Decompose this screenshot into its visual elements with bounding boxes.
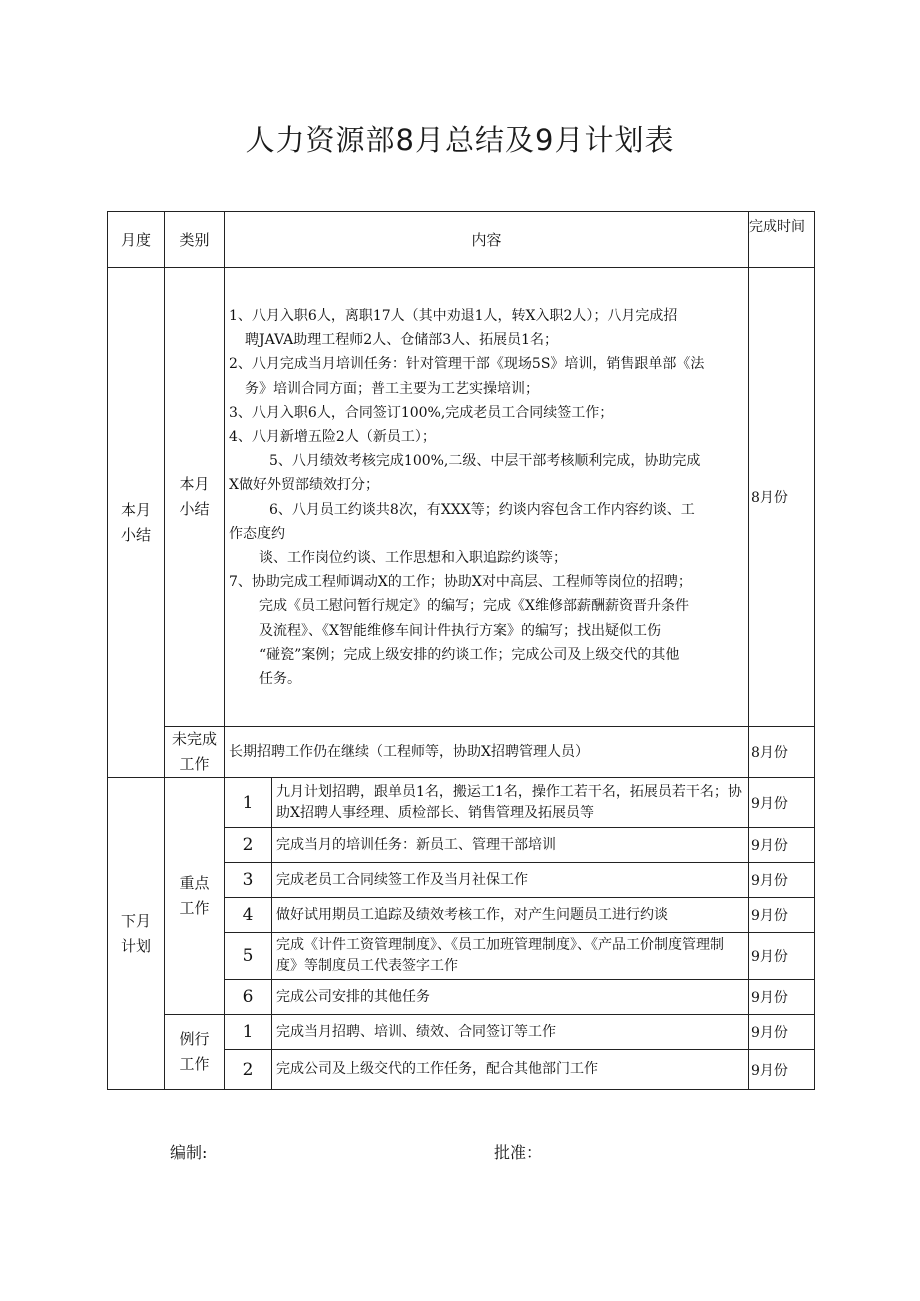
item-time: 9月份	[749, 828, 815, 863]
item-number: 6	[225, 980, 272, 1015]
routine-row	[108, 1015, 815, 1050]
category-label-line: 重点	[179, 874, 210, 892]
item-number: 2	[225, 828, 272, 863]
summary-line: X做好外贸部绩效打分；	[229, 477, 379, 494]
summary-line: 7、协助完成工程师调动X的工作；协助X对中高层、工程师等岗位的招聘；	[229, 574, 692, 591]
period-label-line: 下月	[120, 911, 151, 930]
category-routine-work	[165, 1015, 225, 1090]
category-label-line: 小结	[179, 500, 210, 518]
summary-time: 8月份	[749, 268, 815, 727]
period-next-month	[108, 778, 165, 1090]
category-label-line: 本月	[179, 475, 210, 493]
item-text: 完成公司及上级交代的工作任务，配合其他部门工作	[272, 1050, 749, 1090]
header-time: 完成时间	[749, 212, 815, 268]
item-text: 完成老员工合同续签工作及当月社保工作	[272, 863, 749, 898]
period-label-line: 计划	[120, 936, 151, 955]
summary-line: 完成《员工慰问暂行规定》的编写；完成《X维修部薪酬薪资晋升条件	[259, 598, 689, 615]
item-text: 完成当月招聘、培训、绩效、合同签订等工作	[272, 1015, 749, 1050]
category-unfinished	[165, 727, 225, 778]
item-time: 9月份	[749, 778, 815, 828]
item-number: 3	[225, 863, 272, 898]
item-number: 5	[225, 933, 272, 980]
item-text: 做好试用期员工追踪及绩效考核工作，对产生问题员工进行约谈	[272, 898, 749, 933]
summary-line: 谈、工作岗位约谈、工作思想和入职追踪约谈等；	[259, 550, 567, 567]
category-label-line: 工作	[179, 755, 210, 773]
summary-line: 作态度约	[229, 525, 285, 542]
page-title: 人力资源部8月总结及9月计划表	[245, 123, 675, 157]
item-time: 9月份	[749, 933, 815, 980]
item-time: 9月份	[749, 898, 815, 933]
item-number: 4	[225, 898, 272, 933]
header-row	[108, 212, 815, 268]
summary-line: 2、八月完成当月培训任务：针对管理干部《现场5S》培训，销售跟单部《法	[229, 356, 705, 373]
approved-by-label: 批准：	[494, 1143, 543, 1162]
summary-line: “碰瓷”案例；完成上级安排的约谈工作；完成公司及上级交代的其他	[259, 646, 680, 663]
item-time: 9月份	[749, 980, 815, 1015]
summary-content	[225, 268, 749, 727]
period-label-line: 本月	[120, 500, 151, 519]
unfinished-content: 长期招聘工作仍在继续（工程师等，协助X招聘管理人员）	[225, 727, 749, 778]
item-time: 9月份	[749, 1050, 815, 1090]
summary-line: 1、八月入职6人，离职17人（其中劝退1人，转X入职2人）；八月完成招	[229, 308, 678, 324]
period-this-month	[108, 268, 165, 778]
summary-line: 务》培训合同方面；普工主要为工艺实操培训；	[245, 380, 539, 397]
category-key-work	[165, 778, 225, 1015]
prepared-by-label: 编制:	[170, 1143, 208, 1162]
summary-line: 6、八月员工约谈共8次，有XXX等；约谈内容包含工作内容约谈、工	[269, 501, 695, 518]
item-number: 2	[225, 1050, 272, 1090]
plan-row	[108, 778, 815, 828]
item-number: 1	[225, 778, 272, 828]
header-content: 内容	[225, 212, 749, 268]
summary-line: 任务。	[259, 671, 301, 688]
summary-row	[108, 268, 815, 727]
summary-line: 聘JAVA助理工程师2人、仓储部3人、拓展员1名；	[245, 332, 559, 349]
category-label-line: 工作	[179, 1055, 210, 1073]
header-category: 类别	[165, 212, 225, 268]
item-time: 9月份	[749, 863, 815, 898]
unfinished-row	[108, 727, 815, 778]
item-text: 九月计划招聘，跟单员1名，搬运工1名，操作工若干名，拓展员若干名；协助X招聘人事经理、质检部长、销售管理及拓展员等	[272, 778, 749, 828]
category-label-line: 未完成	[171, 730, 217, 748]
summary-line: 3、八月入职6人，合同签订100%,完成老员工合同续签工作；	[229, 404, 614, 421]
summary-line: 及流程》、《X智能维修车间计件执行方案》的编写；找出疑似工伤	[259, 622, 661, 639]
item-time: 9月份	[749, 1015, 815, 1050]
header-month: 月度	[108, 212, 165, 268]
item-text: 完成《计件工资管理制度》、《员工加班管理制度》、《产品工价制度管理制度》等制度员工代表签字工作	[272, 933, 749, 980]
period-label-line: 小结	[120, 525, 151, 544]
summary-line: 4、八月新增五险2人（新员工）；	[229, 429, 436, 446]
category-label-line: 工作	[179, 899, 210, 917]
category-label-line: 例行	[179, 1030, 210, 1048]
item-number: 1	[225, 1015, 272, 1050]
unfinished-time: 8月份	[749, 727, 815, 778]
item-text: 完成公司安排的其他任务	[272, 980, 749, 1015]
summary-line: 5、八月绩效考核完成100%,二级、中层干部考核顺利完成，协助完成	[269, 453, 701, 470]
item-text: 完成当月的培训任务：新员工、管理干部培训	[272, 828, 749, 863]
plan-table	[107, 211, 815, 1090]
category-summary	[165, 268, 225, 727]
